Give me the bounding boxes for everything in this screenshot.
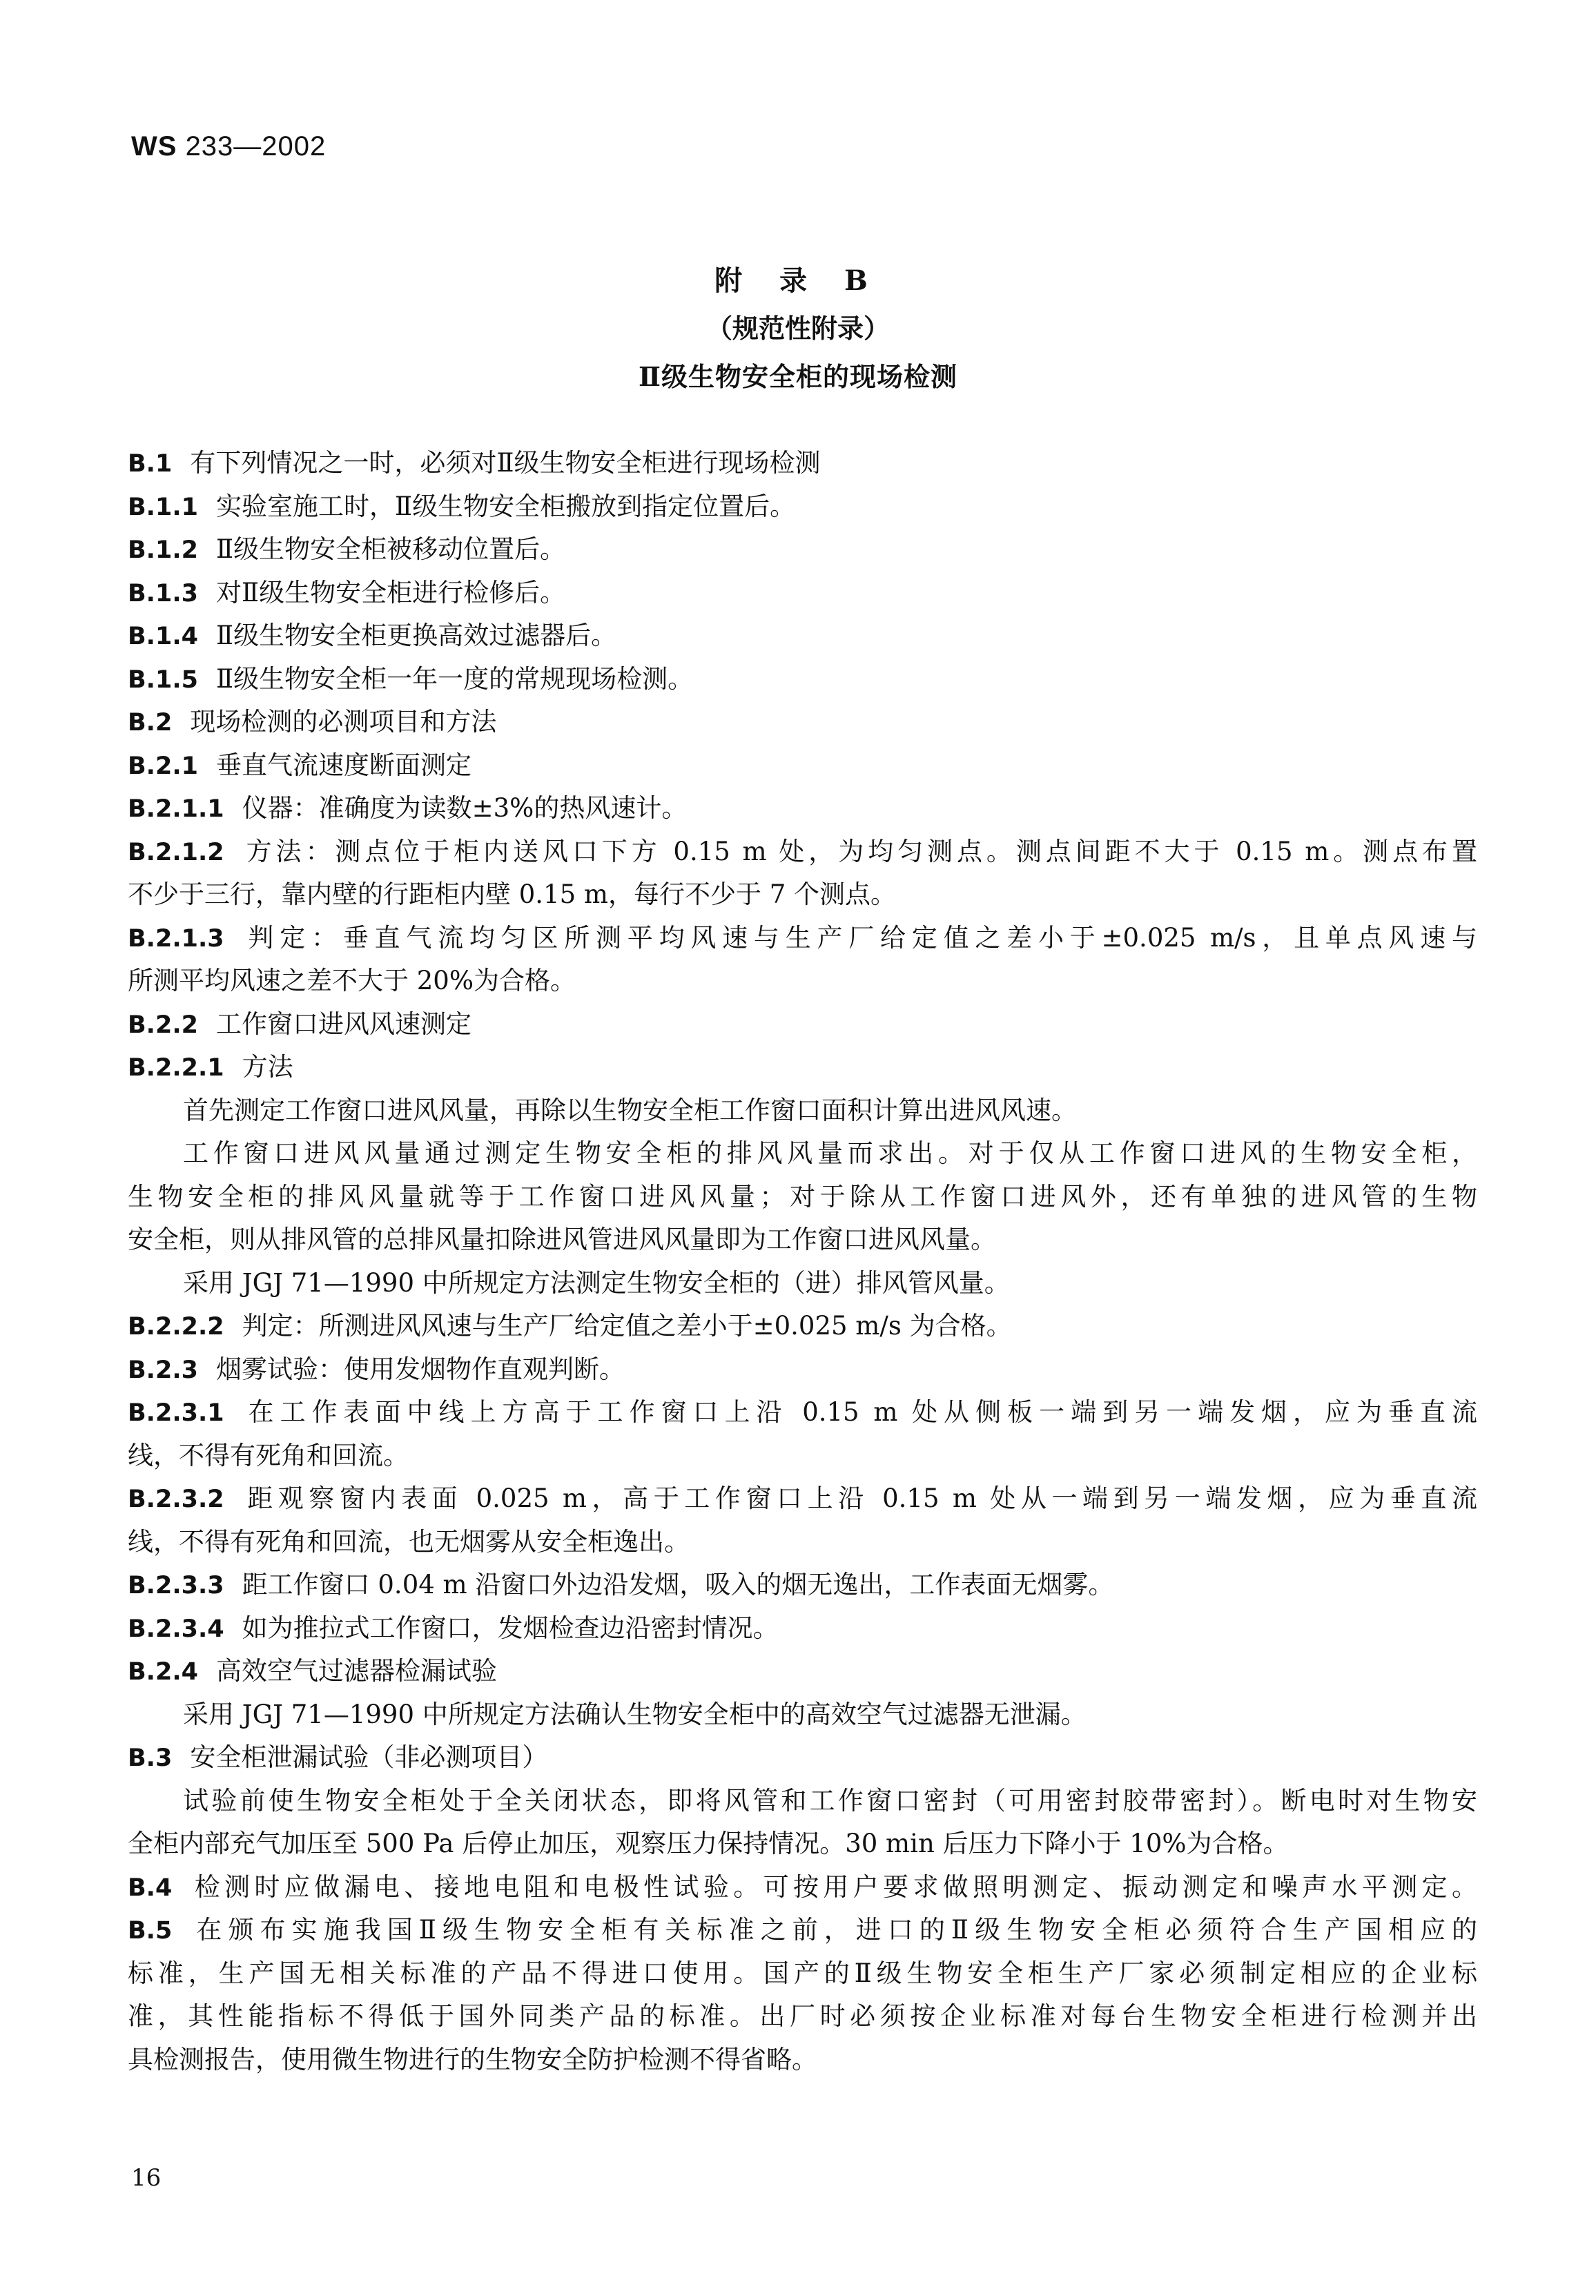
clause-text: 垂直气流速度断面测定 — [215, 750, 471, 780]
clause-text: 工作窗口进风风量通过测定生物安全柜的排风风量而求出。对于仅从工作窗口进风的生物安全柜， — [183, 1138, 1477, 1168]
clause-number: B.1.5 — [128, 665, 198, 694]
clause-text: 工作窗口进风风速测定 — [215, 1009, 471, 1039]
clause-number: B.2.3.3 — [128, 1572, 224, 1599]
clause-line — [128, 1866, 1477, 1909]
clause-line — [128, 701, 1477, 744]
document-body — [128, 442, 1477, 2081]
clause-line — [128, 658, 1477, 701]
clause-line — [128, 614, 1477, 658]
clause-text: 标准，生产国无相关标准的产品不得进口使用。国产的Ⅱ级生物安全柜生产厂家必须制定相应的企业标 — [128, 1958, 1477, 1988]
clause-number: B.2.1 — [128, 752, 198, 780]
text-line — [128, 1176, 1477, 1219]
clause-line — [128, 787, 1477, 830]
clause-text: 现场检测的必测项目和方法 — [190, 707, 497, 737]
clause-number: B.2.1.3 — [128, 924, 224, 953]
text-line — [128, 1822, 1477, 1866]
clause-number: B.2.2 — [128, 1011, 198, 1039]
clause-text: 高效空气过滤器检漏试验 — [215, 1656, 497, 1686]
clause-number: B.5 — [128, 1917, 173, 1945]
clause-number: B.1.4 — [128, 623, 198, 650]
clause-text: 在工作表面中线上方高于工作窗口上沿 0.15 m 处从侧板一端到另一端发烟，应为垂直流 — [242, 1397, 1477, 1427]
clause-text: 线，不得有死角和回流。 — [128, 1440, 409, 1470]
page-number: 16 — [131, 2164, 162, 2192]
clause-text: 对Ⅱ级生物安全柜进行检修后。 — [215, 577, 566, 607]
clause-text: 方法：测点位于柜内送风口下方 0.15 m 处，为均匀测点。测点间距不大于 0.15 m。测点布置 — [242, 836, 1477, 866]
clause-number: B.3 — [128, 1744, 173, 1772]
standard-prefix: WS — [131, 131, 177, 162]
clause-number: B.2.1.2 — [128, 838, 224, 866]
clause-number: B.2.1.1 — [128, 795, 224, 823]
standard-header — [131, 131, 326, 162]
clause-text: 安全柜泄漏试验（非必测项目） — [190, 1742, 548, 1772]
clause-text: 采用 JGJ 71—1990 中所规定方法测定生物安全柜的（进）排风管风量。 — [183, 1267, 1010, 1298]
clause-text: Ⅱ级生物安全柜一年一度的常规现场检测。 — [215, 663, 694, 694]
clause-number: B.2.3.2 — [128, 1486, 224, 1513]
clause-text: 线，不得有死角和回流，也无烟雾从安全柜逸出。 — [128, 1526, 690, 1557]
clause-text: 全柜内部充气加压至 500 Pa 后停止加压，观察压力保持情况。30 min 后压力下降小于 10%为合格。 — [128, 1829, 1289, 1858]
clause-text: 安全柜，则从排风管的总排风量扣除进风管进风风量即为工作窗口进风风量。 — [128, 1225, 996, 1254]
clause-line — [128, 1909, 1477, 1952]
standard-number: 233—2002 — [185, 131, 327, 162]
clause-text: 在颁布实施我国Ⅱ级生物安全柜有关标准之前，进口的Ⅱ级生物安全柜必须符合生产国相应的 — [190, 1915, 1477, 1945]
clause-text: 如为推拉式工作窗口，发烟检查边沿密封情况。 — [242, 1613, 779, 1643]
clause-line — [128, 1477, 1477, 1521]
clause-line — [128, 1650, 1477, 1693]
clause-line — [128, 917, 1477, 960]
clause-number: B.2.2.2 — [128, 1313, 224, 1341]
clause-number: B.1.1 — [128, 493, 198, 521]
clause-number: B.1.3 — [128, 579, 198, 607]
appendix-type: （规范性附录） — [705, 313, 890, 344]
clause-number: B.2.3.1 — [128, 1399, 224, 1427]
text-line — [128, 2039, 1477, 2082]
text-line — [128, 1089, 1477, 1133]
clause-text: 具检测报告，使用微生物进行的生物安全防护检测不得省略。 — [128, 2044, 817, 2074]
clause-text: 所测平均风速之差不大于 20%为合格。 — [128, 966, 576, 995]
clause-line — [128, 1391, 1477, 1434]
clause-number: B.4 — [128, 1874, 173, 1902]
clause-line — [128, 744, 1477, 788]
clause-number: B.2.4 — [128, 1658, 198, 1686]
clause-line — [128, 830, 1477, 874]
text-line — [128, 960, 1477, 1003]
clause-text: 试验前使生物安全柜处于全关闭状态，即将风管和工作窗口密封（可用密封胶带密封）。断电时对生物安 — [183, 1785, 1477, 1816]
clause-text: 首先测定工作窗口进风风量，再除以生物安全柜工作窗口面积计算出进风风速。 — [183, 1095, 1077, 1125]
clause-text: 距观察窗内表面 0.025 m，高于工作窗口上沿 0.15 m 处从一端到另一端发烟，应为垂直流 — [242, 1483, 1477, 1513]
clause-line — [128, 1736, 1477, 1780]
clause-text: 方法 — [242, 1052, 293, 1082]
clause-text: 生物安全柜的排风风量就等于工作窗口进风风量；对于除从工作窗口进风外，还有单独的进风管的生物 — [128, 1181, 1477, 1212]
clause-line — [128, 1003, 1477, 1047]
text-line — [128, 1952, 1477, 1996]
clause-line — [128, 572, 1477, 615]
clause-text: 烟雾试验：使用发烟物作直观判断。 — [215, 1354, 625, 1384]
clause-text: 距工作窗口 0.04 m 沿窗口外边沿发烟，吸入的烟无逸出，工作表面无烟雾。 — [242, 1570, 1114, 1599]
text-line — [128, 1693, 1477, 1737]
clause-text: 仪器：准确度为读数±3%的热风速计。 — [242, 793, 688, 823]
text-line — [128, 1995, 1477, 2039]
text-line — [128, 873, 1477, 917]
clause-line — [128, 1607, 1477, 1651]
clause-line — [128, 528, 1477, 572]
clause-text: 有下列情况之一时，必须对Ⅱ级生物安全柜进行现场检测 — [190, 448, 821, 478]
clause-number: B.2.2.1 — [128, 1054, 224, 1082]
clause-number: B.1.2 — [128, 536, 198, 564]
clause-text: 不少于三行，靠内壁的行距柜内壁 0.15 m，每行不少于 7 个测点。 — [128, 879, 897, 909]
clause-text: 实验室施工时，Ⅱ级生物安全柜搬放到指定位置后。 — [215, 491, 796, 521]
clause-line — [128, 1305, 1477, 1348]
clause-line — [128, 1348, 1477, 1392]
appendix-title: Ⅱ级生物安全柜的现场检测 — [638, 361, 958, 392]
clause-line — [128, 1046, 1477, 1089]
text-line — [128, 1434, 1477, 1478]
clause-line — [128, 1564, 1477, 1607]
clause-text: 准，其性能指标不得低于国外同类产品的标准。出厂时必须按企业标准对每台生物安全柜进行检测并出 — [128, 2001, 1477, 2031]
clause-text: 判定：所测进风风速与生产厂给定值之差小于±0.025 m/s 为合格。 — [242, 1311, 1012, 1341]
text-line — [128, 1218, 1477, 1262]
text-line — [128, 1262, 1477, 1305]
text-line — [128, 1521, 1477, 1564]
text-line — [128, 1780, 1477, 1823]
clause-text: 采用 JGJ 71—1990 中所规定方法确认生物安全柜中的高效空气过滤器无泄漏。 — [183, 1699, 1087, 1729]
clause-text: 判定：垂直气流均匀区所测平均风速与生产厂给定值之差小于±0.025 m/s，且单点风速与 — [242, 922, 1477, 953]
clause-line — [128, 485, 1477, 529]
text-line — [128, 1132, 1477, 1176]
clause-number: B.1 — [128, 450, 173, 478]
clause-number: B.2.3 — [128, 1356, 198, 1384]
appendix-label: 附 录 B — [714, 264, 882, 297]
clause-text: 检测时应做漏电、接地电阻和电极性试验。可按用户要求做照明测定、振动测定和噪声水平测定。 — [190, 1871, 1477, 1902]
clause-text: Ⅱ级生物安全柜更换高效过滤器后。 — [215, 621, 617, 650]
clause-line — [128, 442, 1477, 485]
clause-text: Ⅱ级生物安全柜被移动位置后。 — [215, 534, 566, 564]
clause-number: B.2.3.4 — [128, 1615, 224, 1643]
clause-number: B.2 — [128, 709, 173, 737]
